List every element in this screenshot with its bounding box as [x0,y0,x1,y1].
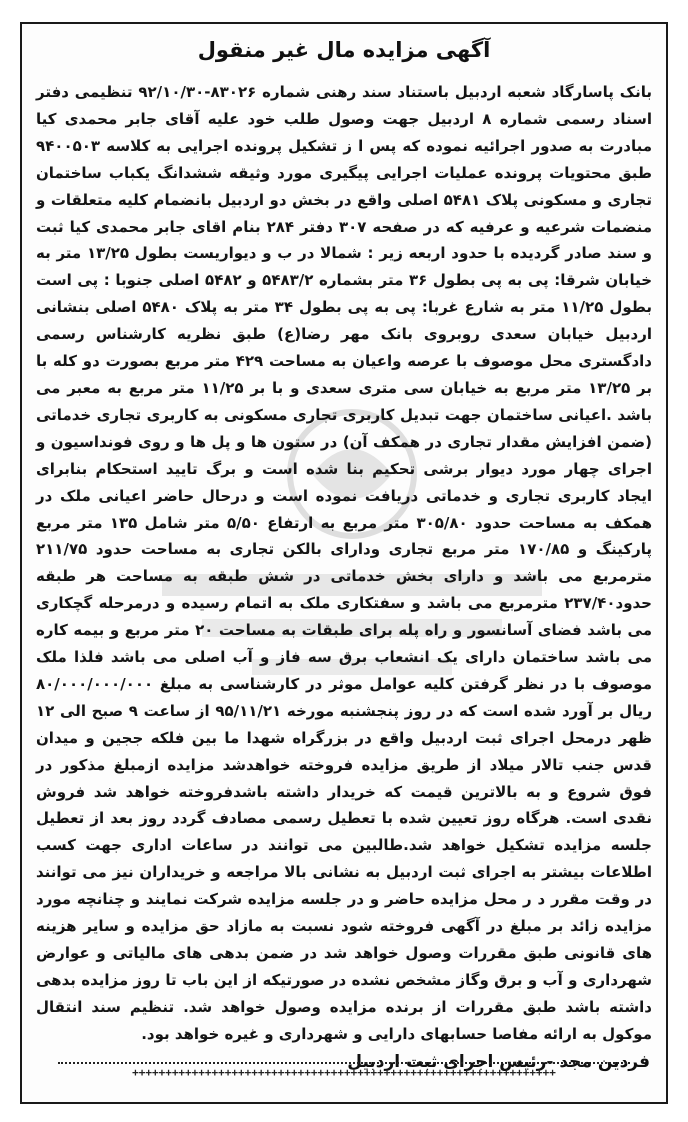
footer-plus-row: ++++++++++++++++++++++++++++++++++++++++++++++++++++++++++++++++ [132,1066,556,1079]
footer-divider [58,1062,630,1064]
notice-body: بانک پاسارگاد شعبه اردبیل باستناد سند رهنی شماره ۸۳۰۲۶-۹۲/۱۰/۳۰ تنظیمی دفتر اسناد رسمی شماره ۸ اردبیل جهت وصول طلب خود علیه آقای جابر محمدی کیا مبادرت به صدور اجرائیه نموده که پس ا ز تشکیل پرونده اجرایی به کلاسه ۹۴۰۰۵۰۳ طبق محتویات پرونده عملیات اجرایی پیگیری مورد وثیقه ششدانگ یکباب ساختمان تجاری و مسکونی پلاک ۵۴۸۱ اصلی واقع در بخش دو اردبیل بانضمام کلیه متعلقات و منضمات شرعیه و عرفیه که در صفحه ۳۰۷ دفتر ۲۸۴ بنام اقای جابر محمدی کیا ثبت و سند صادر گردیده با حدود اربعه زیر : شمالا در ب و دیواریست بطول ۱۳/۲۵ متر به خیابان شرقا: پی به پی بطول ۳۶ متر بشماره ۵۴۸۳/۲ و ۵۴۸۲ اصلی جنوبا : پی است بطول ۱۱/۲۵ متر به شارع غربا: پی به پی بطول ۳۴ متر به پلاک ۵۴۸۰ اصلی بنشانی اردبیل خیابان سعدی روبروی بانک مهر رضا(ع) طبق نظریه کارشناس رسمی دادگستری محل موصوف با عرصه واعیان به مساحت ۴۲۹ متر مربع بصورت دو کله با بر ۱۳/۲۵ متر مربع به خیابان سی متری سعدی و با بر ۱۱/۲۵ متر مربع به معبر می باشد .اعیانی ساختمان جهت تبدیل کاربری تجاری مسکونی به کاربری تجاری خدماتی (ضمن افزایش مقدار تجاری در همکف آن) در ستون ها و پل ها و روی فونداسیون و اجرای چهار مورد دیوار برشی تحکیم بنا شده است و برگ تایید استحکام بنابرای ایجاد کاربری تجاری و خدماتی دریافت نموده است و درحال حاضر اعیانی ملک در همکف به مساحت حدود ۳۰۵/۸۰ متر مربع به ارتفاع ۵/۵۰ متر شامل ۱۳۵ متر مربع پارکینگ و ۱۷۰/۸۵ متر مربع تجاری ودارای بالکن تجاری به مساحت حدود ۲۱۱/۷۵ مترمربع می باشد و دارای بخش خدماتی در شش طبقه به مساحت هر طبقه حدود۲۳۷/۴۰ مترمربع می باشد و سفتکاری ملک به اتمام رسیده و درمرحله گچکاری می باشد فضای آسانسور و راه پله برای طبقات به مساحت ۲۰ متر مربع و بیمه کاره می باشد ساختمان دارای یک انشعاب برق سه فاز و آب اصلی می باشد فلذا ملک موصوف با در نظر گرفتن کلیه عوامل موثر در کارشناسی به مبلغ ۸۰/۰۰۰/۰۰۰/۰۰۰ ریال بر آورد شده است که در روز پنجشنبه مورخه ۹۵/۱۱/۲۱ از ساعت ۹ صبح الی ۱۲ ظهر درمحل اجرای ثبت اردبیل واقع در بزرگراه شهدا ما بین فلکه ججین و میدان قدس جنب تالار میلاد از طریق مزایده فروخته خواهدشد مزایده ازمبلغ مذکور در فوق شروع و به بالاترین قیمت که خریدار داشته باشدفروخته خواهد شد فروش نقدی است. هرگاه روز تعیین شده با تعطیل رسمی مصادف گردد روز بعد از تعطیل جلسه مزایده تشکیل خواهد شد.طالبین می توانند در ساعات اداری جهت کسب اطلاعات بیشتر به اجرای ثبت اردبیل به نشانی بالا مراجعه و خریداران نیز می توانند در وقت مقرر د ر محل مزایده حاضر و در جلسه مزایده شرکت نمایند و چنانچه مورد مزایده زائد بر مبلغ در آگهی فروخته شود نسبت به مازاد حق مزایده و سایر هزینه های قانونی طبق مقررات وصول خواهد شد در ضمن بدهی های مالیاتی و عوارض شهرداری و آب و برق وگاز مشخص نشده در صورتیکه از این باب تا روز مزایده بدهی داشته باشد طبق مقررات از برنده مزایده وصول خواهد شد. تنظیم سند انتقال موکول به ارائه مفاصا حسابهای دارایی و شهرداری و غیره خواهد بود. [36,83,653,1043]
auction-notice [20,22,668,1104]
signature-line: فردین مجد -رئیس اجرای ثبت اردبیل [347,1052,650,1072]
notice-title: آگهی مزایده مال غیر منقول [197,38,491,62]
